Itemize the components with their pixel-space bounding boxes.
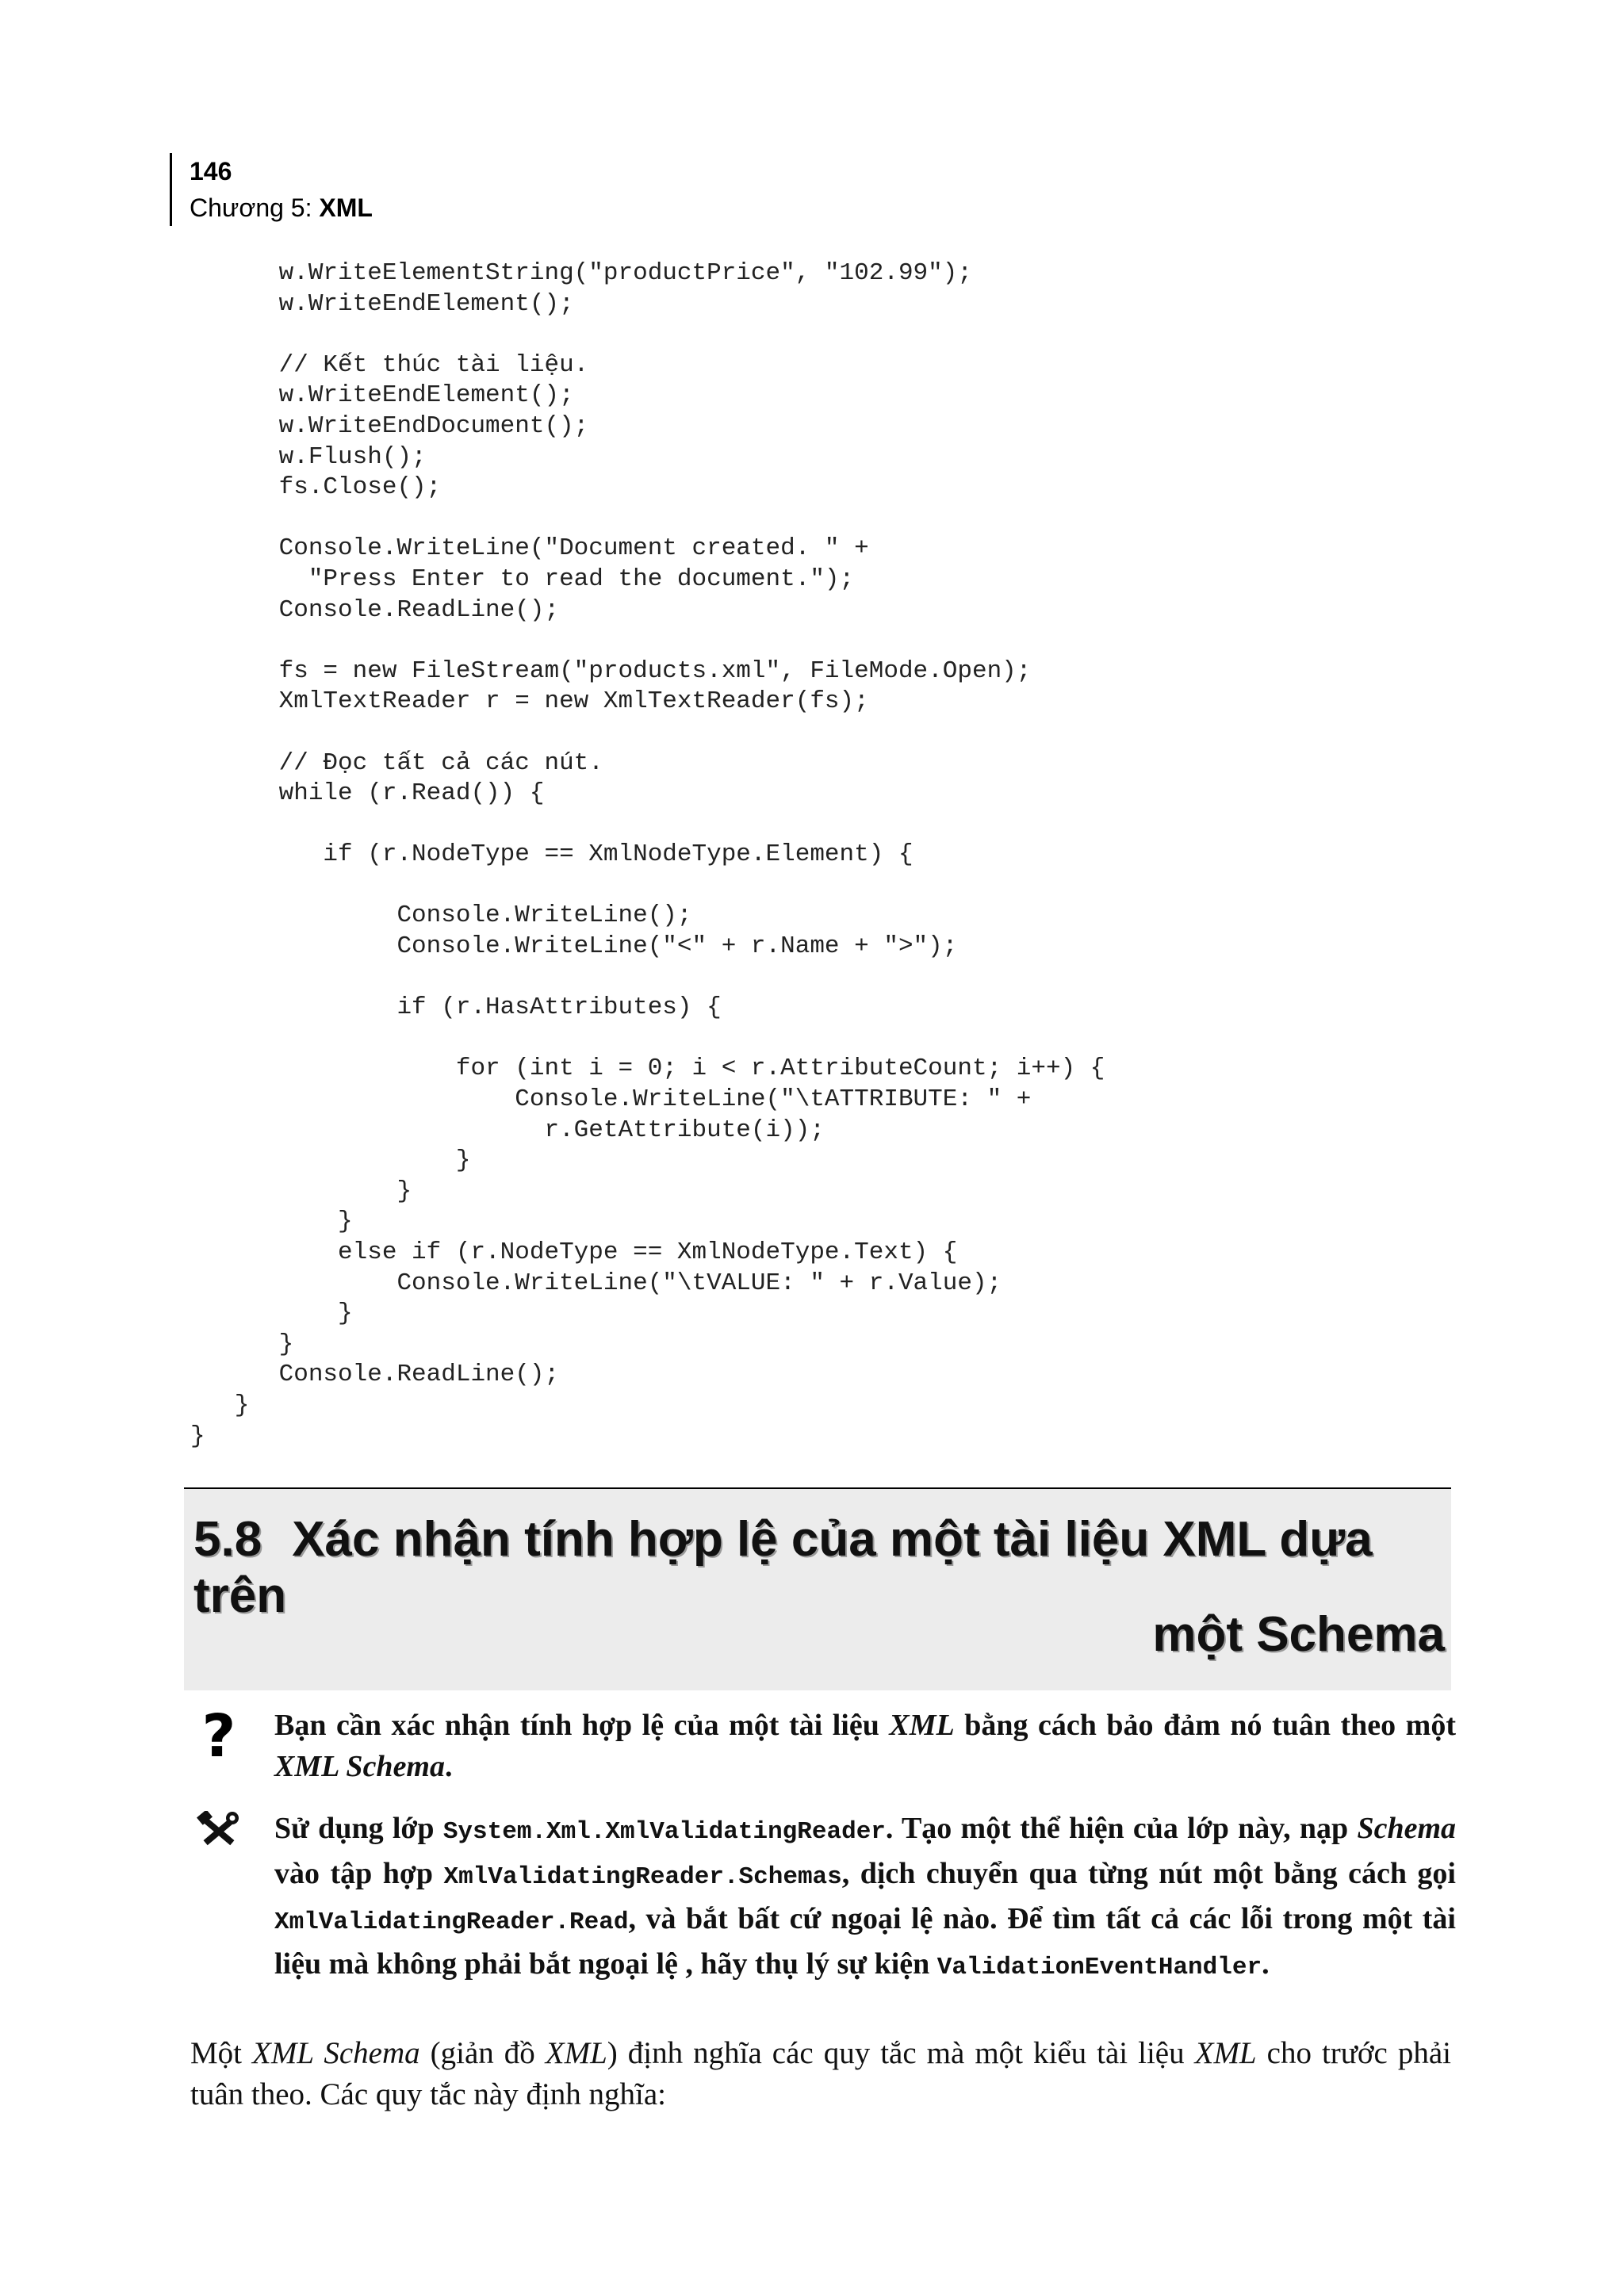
code-line: for (int i = 0; i < r.AttributeCount; i++) {	[190, 1055, 1105, 1083]
section-title-line-2: một Schema	[1152, 1607, 1445, 1662]
problem-text-part: .	[445, 1750, 453, 1783]
code-line	[190, 718, 1105, 748]
code-line: Console.WriteLine("<" + r.Name + ">");	[190, 932, 958, 961]
code-line: Console.ReadLine();	[190, 595, 560, 624]
solution-code: XmlValidatingReader.Read	[274, 1908, 629, 1936]
code-line: }	[190, 1391, 250, 1419]
chapter-title	[190, 189, 373, 226]
code-line: if (r.HasAttributes) {	[190, 993, 722, 1022]
code-line: w.Flush();	[190, 442, 427, 471]
problem-text-italic: XML Schema	[274, 1750, 445, 1783]
code-line: }	[190, 1177, 412, 1205]
body-text-italic: XML	[1194, 2036, 1257, 2070]
code-line	[190, 810, 1105, 840]
code-line: XmlTextReader r = new XmlTextReader(fs);	[190, 687, 869, 716]
body-text-italic: XML	[545, 2036, 607, 2070]
solution-code: XmlValidatingReader.Schemas	[443, 1863, 842, 1891]
solution-text-part: vào tập hợp	[274, 1857, 444, 1890]
body-text-part: ) định nghĩa các quy tắc mà một kiểu tài liệu	[607, 2036, 1195, 2070]
solution-block	[195, 1808, 1456, 2014]
problem-text	[274, 1705, 1456, 1787]
code-line: else if (r.NodeType == XmlNodeType.Text) {	[190, 1238, 958, 1266]
solution-text-part: .	[1262, 1947, 1270, 1981]
code-line: }	[190, 1146, 471, 1175]
solution-text-part: , và bắt bất cứ ngoại lệ nào. Để tìm tất cả các lỗi trong một tài liệu mà không phải bắt ngoại lệ , hãy thụ lý sự kiện	[274, 1902, 1456, 1981]
code-line: Console.WriteLine("Document created. " +	[190, 534, 869, 563]
code-listing	[190, 258, 1105, 1452]
body-text-part: cho trước phải tuân theo. Các quy tắc này định nghĩa:	[190, 2036, 1451, 2111]
solution-code: System.Xml.XmlValidatingReader	[442, 1818, 886, 1846]
code-line	[190, 320, 1105, 350]
code-line: Console.WriteLine();	[190, 902, 692, 930]
code-line: }	[190, 1300, 353, 1328]
code-line: // Đọc tất cả các nút.	[190, 748, 603, 777]
problem-text-italic: XML	[889, 1709, 955, 1742]
problem-text-part: bằng cách bảo đảm nó tuân theo một	[954, 1709, 1456, 1742]
problem-text-part: Bạn cần xác nhận tính hợp lệ của một tài liệu	[274, 1709, 890, 1742]
solution-text-part: , dịch chuyển qua từng nút một bằng cách gọi	[841, 1857, 1456, 1890]
code-line: while (r.Read()) {	[190, 779, 545, 808]
code-line	[190, 503, 1105, 534]
solution-code: ValidationEventHandler	[936, 1954, 1262, 1981]
body-paragraph	[190, 2033, 1451, 2115]
chapter-prefix: Chương 5:	[190, 193, 320, 222]
body-text-italic: XML Schema	[252, 2036, 420, 2070]
code-line: "Press Enter to read the document.");	[190, 565, 855, 593]
code-line	[190, 963, 1105, 993]
code-line: w.WriteElementString("productPrice", "102.99");	[190, 259, 972, 287]
section-heading	[184, 1487, 1451, 1690]
code-line: }	[190, 1208, 353, 1236]
body-text-part: (giản đồ	[419, 2036, 546, 2070]
solution-text-italic: Schema	[1357, 1812, 1456, 1845]
body-text-part: Một	[190, 2036, 253, 2070]
problem-block	[195, 1702, 1456, 1792]
solution-text-part: Sử dụng lớp	[274, 1812, 443, 1845]
code-line: w.WriteEndElement();	[190, 381, 574, 410]
chapter-name: XML	[319, 193, 373, 222]
solution-text-part: . Tạo một thể hiện của lớp này, nạp	[885, 1812, 1358, 1845]
code-line: fs.Close();	[190, 473, 442, 502]
code-line: // Kết thúc tài liệu.	[190, 350, 589, 379]
code-line: Console.WriteLine("\tATTRIBUTE: " +	[190, 1085, 1032, 1114]
code-line: r.GetAttribute(i));	[190, 1116, 825, 1144]
code-line: w.WriteEndElement();	[190, 289, 574, 318]
question-icon: ?	[201, 1702, 236, 1770]
code-line: Console.ReadLine();	[190, 1361, 560, 1389]
code-line: fs = new FileStream("products.xml", FileMode.Open);	[190, 657, 1032, 685]
solution-text	[274, 1808, 1456, 1989]
section-number: 5.8	[193, 1512, 262, 1567]
code-line: }	[190, 1422, 205, 1450]
section-title-text-1: Xác nhận tính hợp lệ của một tài liệu XML dựa trên	[193, 1512, 1373, 1623]
code-line	[190, 626, 1105, 657]
page-number: 146	[190, 157, 232, 186]
code-line: w.WriteEndDocument();	[190, 412, 589, 440]
code-line: }	[190, 1330, 294, 1358]
code-line: if (r.NodeType == XmlNodeType.Element) {	[190, 840, 914, 869]
tools-icon	[195, 1811, 243, 1855]
page-header	[170, 153, 373, 226]
code-line	[190, 871, 1105, 902]
code-line	[190, 1024, 1105, 1055]
code-line: Console.WriteLine("\tVALUE: " + r.Value);	[190, 1269, 1002, 1297]
